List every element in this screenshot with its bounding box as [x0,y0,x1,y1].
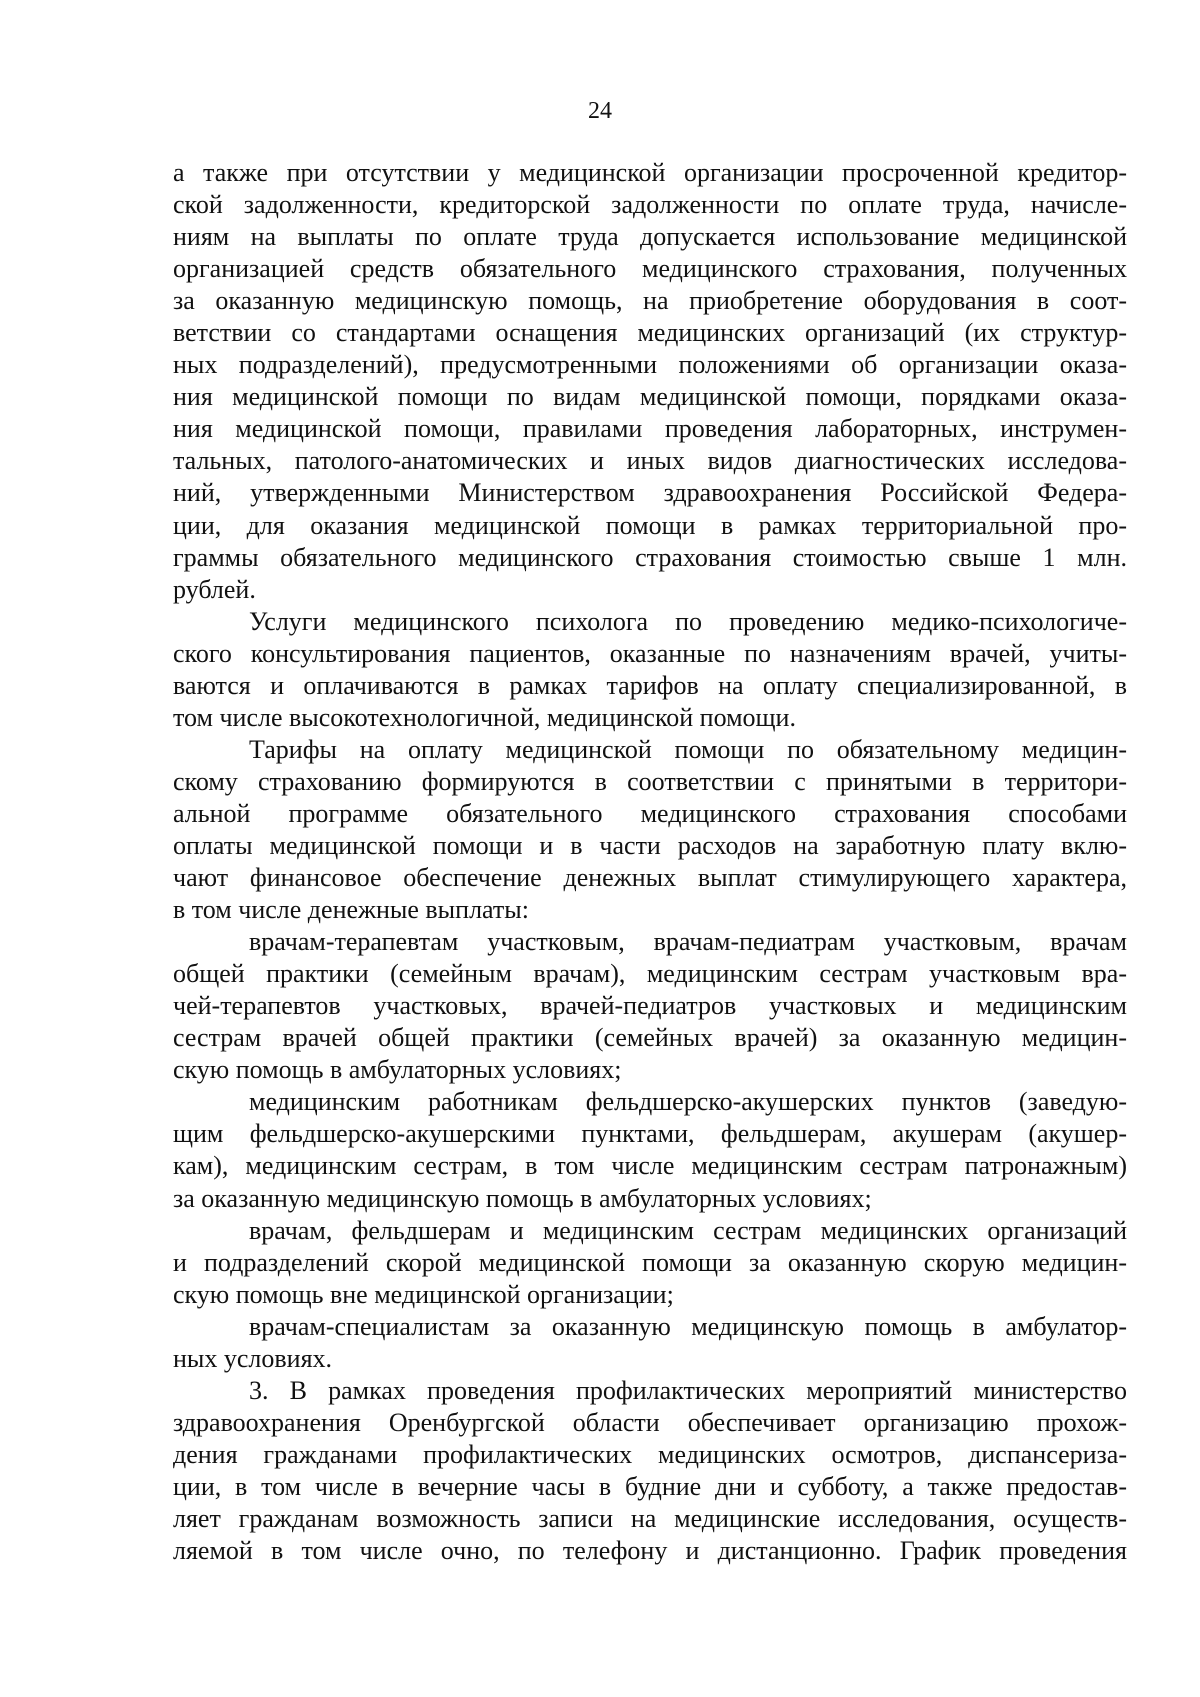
text-line: граммы обязательного медицинского страхования стоимостью свыше 1 млн. [173,542,1127,572]
text-line: альной программе обязательного медицинского страхования способами [173,798,1127,828]
text-line: Тарифы на оплату медицинской помощи по обязательному медицин- [249,734,1127,764]
text-line: ных условиях. [173,1343,333,1373]
text-line: том числе высокотехнологичной, медицинской помощи. [173,702,796,732]
text-line: за оказанную медицинскую помощь в амбулаторных условиях; [173,1183,872,1213]
text-line: врачам-терапевтам участковым, врачам-педиатрам участковым, врачам [249,927,1127,957]
text-line: чей-терапевтов участковых, врачей-педиатров участковых и медицинским [173,991,1127,1021]
text-line: ния медицинской помощи, правилами проведения лабораторных, инструмен- [173,414,1127,444]
text-line: ляет гражданам возможность записи на медицинские исследования, осуществ- [173,1503,1127,1533]
text-line: ваются и оплачиваются в рамках тарифов на оплату специализированной, в [173,670,1127,700]
text-line: кам), медицинским сестрам, в том числе медицинским сестрам патронажным) [173,1151,1127,1181]
text-line: Услуги медицинского психолога по проведению медико-психологиче- [249,606,1127,636]
text-line: и подразделений скорой медицинской помощи за оказанную скорую медицин- [173,1247,1127,1277]
text-line: ской задолженности, кредиторской задолженности по оплате труда, начисле- [173,190,1127,220]
text-line: врачам-специалистам за оказанную медицинскую помощь в амбулатор- [249,1311,1127,1341]
text-line: скую помощь в амбулаторных условиях; [173,1055,622,1085]
text-line: здравоохранения Оренбургской области обеспечивает организацию прохож- [173,1407,1127,1437]
body-text [173,157,1127,1567]
text-line: общей практики (семейным врачам), медицинским сестрам участковым вра- [173,959,1127,989]
text-line: ния медицинской помощи по видам медицинской помощи, порядками оказа- [173,382,1127,412]
text-line: организацией средств обязательного медицинского страхования, полученных [173,254,1127,284]
text-line: врачам, фельдшерам и медицинским сестрам медицинских организаций [249,1215,1127,1245]
page-number: 24 [588,98,612,124]
text-line: ции, в том числе в вечерние часы в будние дни и субботу, а также предостав- [173,1471,1127,1501]
text-line: ных подразделений), предусмотренными положениями об организации оказа- [173,350,1127,380]
text-line: рублей. [173,574,256,604]
text-line: ции, для оказания медицинской помощи в рамках территориальной про- [173,510,1127,540]
text-line: сестрам врачей общей практики (семейных врачей) за оказанную медицин- [173,1023,1127,1053]
text-line: а также при отсутствии у медицинской организации просроченной кредитор- [173,158,1127,187]
text-line: в том числе денежные выплаты: [173,895,529,925]
text-line: дения гражданами профилактических медицинских осмотров, диспансериза- [173,1439,1127,1469]
text-line: ниям на выплаты по оплате труда допускается использование медицинской [173,222,1127,252]
text-line: ляемой в том числе очно, по телефону и дистанционно. График проведения [173,1536,1127,1566]
text-line: оплаты медицинской помощи и в части расходов на заработную плату вклю- [173,830,1127,860]
text-line: тальных, патолого-анатомических и иных видов диагностических исследова- [173,446,1127,476]
text-line: чают финансовое обеспечение денежных выплат стимулирующего характера, [173,863,1127,893]
text-line: ского консультирования пациентов, оказанные по назначениям врачей, учиты- [173,638,1127,668]
text-line: скому страхованию формируются в соответствии с принятыми в территори- [173,766,1127,796]
text-line: 3. В рамках проведения профилактических мероприятий министерство [249,1375,1127,1405]
text-line: щим фельдшерско-акушерскими пунктами, фельдшерам, акушерам (акушер- [173,1119,1127,1149]
text-line: ний, утвержденными Министерством здравоохранения Российской Федера- [173,478,1127,508]
text-line: за оказанную медицинскую помощь, на приобретение оборудования в соот- [173,286,1127,316]
text-line: ветствии со стандартами оснащения медицинских организаций (их структур- [173,318,1127,348]
text-line: медицинским работникам фельдшерско-акушерских пунктов (заведую- [249,1087,1127,1117]
text-line: скую помощь вне медицинской организации; [173,1279,674,1309]
